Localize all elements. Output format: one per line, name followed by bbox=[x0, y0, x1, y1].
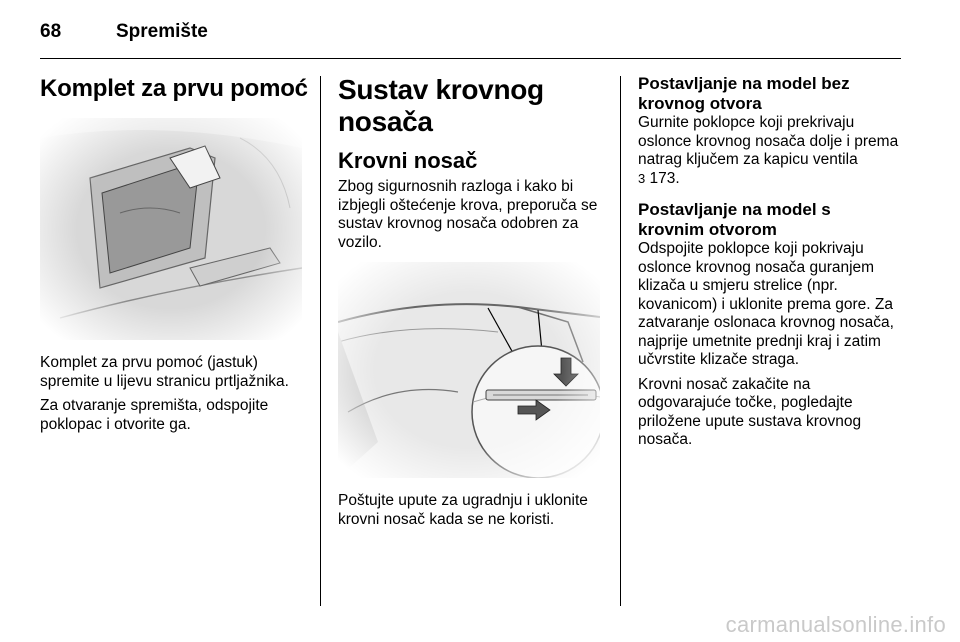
watermark: carmanualsonline.info bbox=[725, 612, 946, 637]
page-reference-number: 173. bbox=[649, 169, 680, 187]
column-divider-left bbox=[320, 76, 321, 606]
page-number: 68 bbox=[40, 21, 62, 42]
first-aid-heading: Komplet za prvu pomoć bbox=[40, 75, 308, 102]
install-sunroof-paragraph-1: Odspojite poklopce koji pokrivaju oslonce krovnog nosača guranjem klizača u smjeru strelice (npr. kovanicom) i uklonite prema gore. Za zatvaranje oslonaca krovnog nosača, najprije umetnite prednji kraj i zatim učvrstite klizače straga. bbox=[638, 240, 894, 368]
first-aid-illustration bbox=[40, 118, 302, 340]
page-reference-icon: 3 bbox=[638, 170, 646, 186]
install-sunroof-paragraph-2: Krovni nosač zakačite na odgovarajuće točke, pogledajte priložene upute sustava krovnog nosača. bbox=[638, 375, 862, 448]
column-roof-rack bbox=[338, 74, 608, 535]
column-installation bbox=[638, 74, 900, 456]
install-no-sunroof-text bbox=[638, 114, 900, 188]
install-no-sunroof-heading: Postavljanje na model bez krovnog otvora bbox=[638, 74, 850, 113]
section-title: Spremište bbox=[116, 21, 208, 42]
install-sunroof-heading: Postavljanje na model s krovnim otvorom bbox=[638, 200, 831, 239]
page-reference[interactable] bbox=[638, 170, 680, 187]
column-divider-right bbox=[620, 76, 621, 606]
page-header bbox=[40, 16, 208, 48]
column-first-aid bbox=[40, 74, 308, 440]
header-divider bbox=[40, 58, 901, 59]
roof-rack-system-heading: Sustav krovnog nosača bbox=[338, 74, 544, 137]
roof-rack-caption: Poštujte upute za ugradnju i uklonite krovni nosač kada se ne koristi. bbox=[338, 492, 588, 528]
roof-rack-illustration bbox=[338, 262, 600, 478]
roof-rack-intro: Zbog sigurnosnih razloga i kako bi izbjegli oštećenje krova, preporuča se sustav krovnog nosača odobren za vozilo. bbox=[338, 178, 598, 251]
install-no-sunroof-body: Gurnite poklopce koji prekrivaju oslonce krovnog nosača dolje i prema natrag ključem za kapicu ventila bbox=[638, 114, 899, 168]
first-aid-paragraph-1: Komplet za prvu pomoć (jastuk) spremite u lijevu stranicu prtljažnika. bbox=[40, 354, 289, 390]
roof-rack-subheading: Krovni nosač bbox=[338, 148, 478, 173]
first-aid-paragraph-2: Za otvaranje spremišta, odspojite poklopac i otvorite ga. bbox=[40, 397, 269, 433]
